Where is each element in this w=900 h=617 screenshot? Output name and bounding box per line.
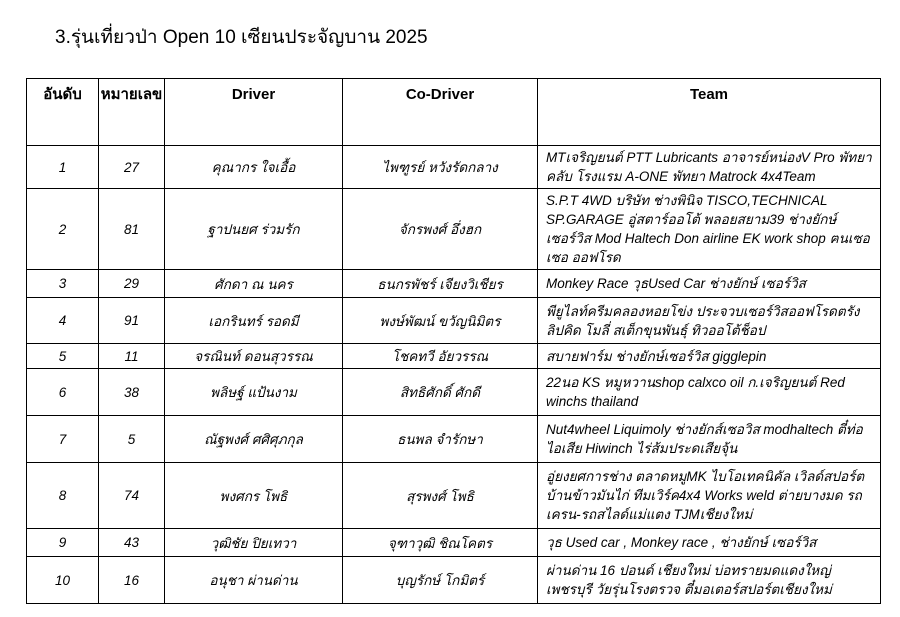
codriver-cell: ไพฑูรย์ หวังรัดกลาง bbox=[343, 146, 538, 189]
rank-cell: 2 bbox=[27, 189, 99, 270]
codriver-cell: บุญรักษ์ โกมิตร์ bbox=[343, 557, 538, 604]
table-row bbox=[27, 298, 881, 344]
table-row bbox=[27, 344, 881, 369]
team-cell: 22นอ KS หมูหวานshop calxco oil ก.เจริญยนต์ Red winchs thailand bbox=[538, 369, 881, 416]
table-row bbox=[27, 463, 881, 529]
number-cell: 11 bbox=[99, 344, 165, 369]
team-cell: ผ่านด่าน 16 ปอนด์ เชียงใหม่ บ่อทรายมดแดงใหญ่เพชรบุรี วัยรุ่นโรงตรวจ ตี๋มอเตอร์สปอร์ตเชียงใหม่ bbox=[538, 557, 881, 604]
header-team: Team bbox=[538, 79, 881, 146]
header-row bbox=[27, 79, 881, 146]
driver-cell: คุณากร ใจเอื้อ bbox=[165, 146, 343, 189]
codriver-cell: พงษ์พัฒน์ ขวัญนิมิตร bbox=[343, 298, 538, 344]
rank-cell: 6 bbox=[27, 369, 99, 416]
rank-cell: 3 bbox=[27, 270, 99, 298]
rank-cell: 9 bbox=[27, 529, 99, 557]
codriver-cell: สุรพงศ์ โพธิ bbox=[343, 463, 538, 529]
team-cell: วุธ Used car , Monkey race , ช่างยักษ์ เซอร์วิส bbox=[538, 529, 881, 557]
rank-cell: 7 bbox=[27, 416, 99, 463]
codriver-cell: จักรพงศ์ อึ่งฮก bbox=[343, 189, 538, 270]
codriver-cell: จุฑาวุฒิ ชิณโคตร bbox=[343, 529, 538, 557]
team-cell: พียูไลท์ครีมคลองหอยโข่ง ประจวบเซอร์วิสออฟโรดตรัง ลิปคิด โมลี่ สเต็กขุนพันธุ์ ทิวออโต้ช็อป bbox=[538, 298, 881, 344]
team-cell: S.P.T 4WD บริษัท ช่างพินิจ TISCO,TECHNICAL SP.GARAGE อู่สตาร์ออโต้ พลอยสยาม39 ช่างยักษ์เซอร์วิส Mod Haltech Don airline EK work shop ฅนเซอเซอ ออฟโรด bbox=[538, 189, 881, 270]
table-row bbox=[27, 557, 881, 604]
driver-cell: ศักดา ณ นคร bbox=[165, 270, 343, 298]
number-cell: 81 bbox=[99, 189, 165, 270]
driver-cell: วุฒิชัย ปิยเทวา bbox=[165, 529, 343, 557]
codriver-cell: โชคทวี อัยวรรณ bbox=[343, 344, 538, 369]
header-rank: อันดับ bbox=[27, 79, 99, 146]
driver-cell: ณัฐพงศ์ ศศิศุภกุล bbox=[165, 416, 343, 463]
table-row bbox=[27, 416, 881, 463]
driver-cell: อนุชา ผ่านด่าน bbox=[165, 557, 343, 604]
table-row bbox=[27, 529, 881, 557]
team-cell: สบายฟาร์ม ช่างยักษ์เซอร์วิส gigglepin bbox=[538, 344, 881, 369]
driver-cell: เอกรินทร์ รอดมี bbox=[165, 298, 343, 344]
page-title: 3.รุ่นเที่ยวป่า Open 10 เซียนประจัญบาน 2025 bbox=[55, 27, 428, 48]
rank-cell: 10 bbox=[27, 557, 99, 604]
driver-cell: ฐาปนยศ ร่วมรัก bbox=[165, 189, 343, 270]
number-cell: 27 bbox=[99, 146, 165, 189]
number-cell: 29 bbox=[99, 270, 165, 298]
codriver-cell: ธนกรพัชร์ เจียงวิเชียร bbox=[343, 270, 538, 298]
table-row bbox=[27, 146, 881, 189]
table-row bbox=[27, 270, 881, 298]
rank-cell: 8 bbox=[27, 463, 99, 529]
rank-cell: 1 bbox=[27, 146, 99, 189]
team-cell: Nut4wheel Liquimoly ช่างยักส์เซอวิส modhaltech ตี๋ท่อไอเสีย Hiwinch ไร่ส้มประดเสียจุ้น bbox=[538, 416, 881, 463]
team-cell: Monkey Race วุธUsed Car ช่างยักษ์ เซอร์วิส bbox=[538, 270, 881, 298]
header-number: หมายเลข bbox=[99, 79, 165, 146]
header-codriver: Co-Driver bbox=[343, 79, 538, 146]
driver-cell: พลิษฐ์ แป้นงาม bbox=[165, 369, 343, 416]
number-cell: 16 bbox=[99, 557, 165, 604]
table-row bbox=[27, 189, 881, 270]
number-cell: 38 bbox=[99, 369, 165, 416]
codriver-cell: ธนพล จำรักษา bbox=[343, 416, 538, 463]
team-cell: MTเจริญยนต์ PTT Lubricants อาจารย์หน่องV Pro พัทยา คลับ โรงแรม A-ONE พัทยา Matrock 4x4Team bbox=[538, 146, 881, 189]
number-cell: 43 bbox=[99, 529, 165, 557]
rank-cell: 4 bbox=[27, 298, 99, 344]
results-table bbox=[26, 78, 881, 604]
table-row bbox=[27, 369, 881, 416]
rank-cell: 5 bbox=[27, 344, 99, 369]
number-cell: 91 bbox=[99, 298, 165, 344]
number-cell: 74 bbox=[99, 463, 165, 529]
driver-cell: จรณินท์ ดอนสุวรรณ bbox=[165, 344, 343, 369]
driver-cell: พงศกร โพธิ bbox=[165, 463, 343, 529]
header-driver: Driver bbox=[165, 79, 343, 146]
number-cell: 5 bbox=[99, 416, 165, 463]
codriver-cell: สิทธิศักดิ์ ศักดี bbox=[343, 369, 538, 416]
team-cell: อู่ยงยศการช่าง ตลาดหมูMK ไบโอเทคนิคัล เวิลด์สปอร์ต บ้านข้าวมันไก่ ทีมเวิร์ค4x4 Works weld ต่ายบางมด รถเครน-รถสไลด์แม่แตง TJMเชียงใหม่ bbox=[538, 463, 881, 529]
